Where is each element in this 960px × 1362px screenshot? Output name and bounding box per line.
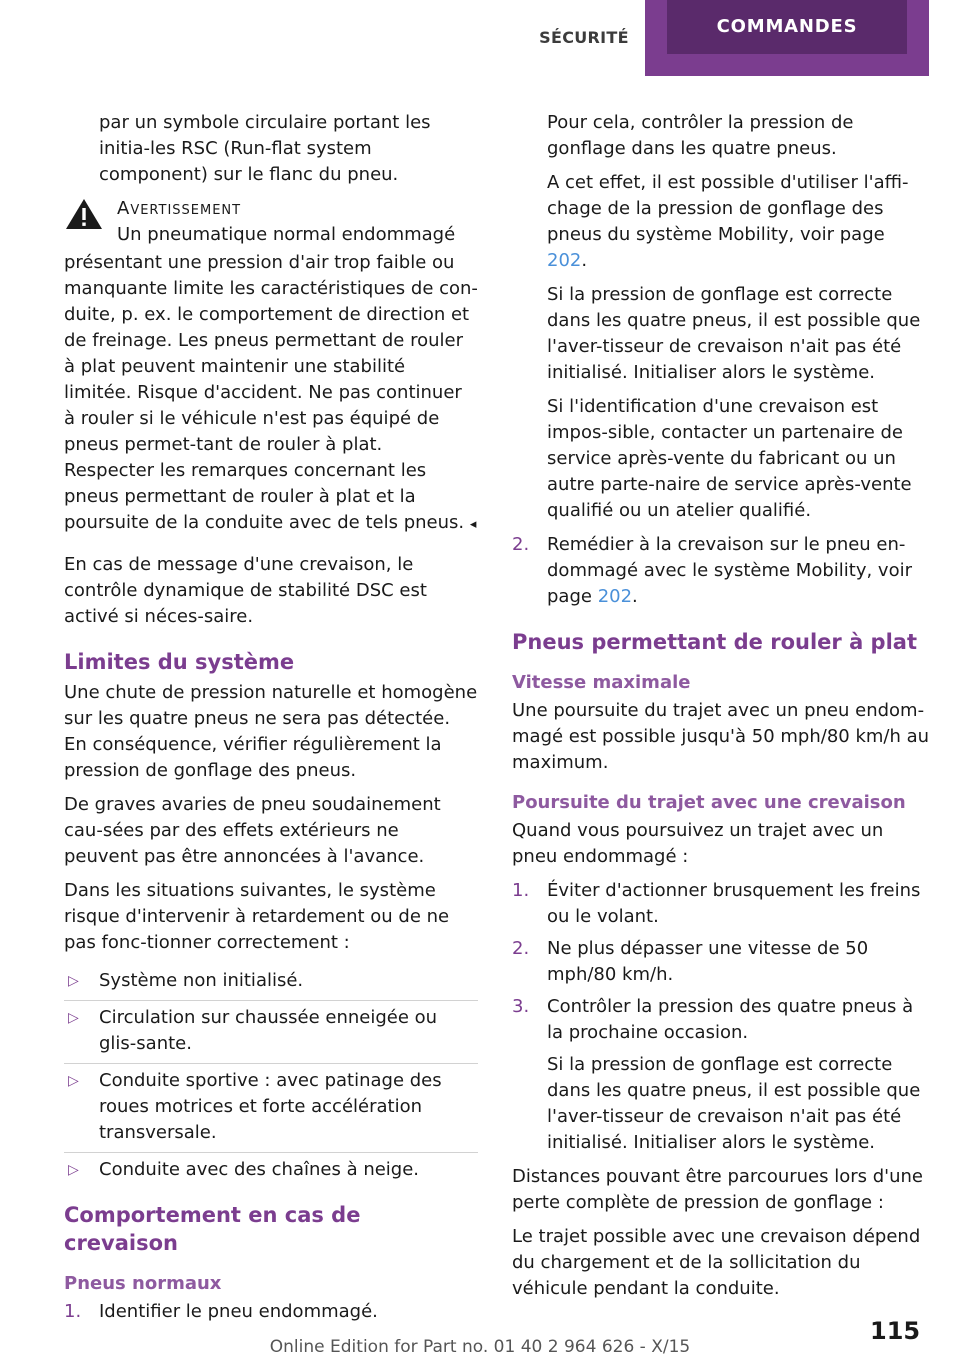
warning-box — [64, 196, 478, 538]
list-item-text: Conduite sportive : avec patinage des roues motrices et forte accélération transversale. — [99, 1070, 442, 1143]
right-paragraph-4: Si l'identification d'une crevaison est impos-sible, contacter un partenaire de service après-vente du fabricant ou un autre parte-naire de service après-vente qualifié ou un atelier qualifié. — [547, 396, 912, 521]
step-text-suffix: . — [632, 586, 638, 607]
triangle-bullet-icon: ▷ — [68, 973, 79, 989]
page-number: 115 — [870, 1317, 921, 1345]
warning-body — [64, 250, 478, 538]
step-text: Identifier le pneu endommagé. — [99, 1301, 378, 1322]
step-text: Contrôler la pression des quatre pneus à la prochaine occasion. — [547, 996, 914, 1043]
dsc-text: En cas de message d'une crevaison, le contrôle dynamique de stabilité DSC est activé si néces-saire. — [64, 554, 427, 627]
continue-intro: Quand vous poursuivez un trajet avec un pneu endommagé : — [512, 820, 884, 867]
max-speed-text: Une poursuite du trajet avec un pneu endom-magé est possible jusqu'à 50 mph/80 km/h au maximum. — [512, 700, 930, 773]
step-item — [512, 936, 930, 988]
step-item — [512, 994, 930, 1046]
final-text: Le trajet possible avec une crevaison dépend du chargement et de la sollicitation du véhicule pendant la conduite. — [512, 1226, 921, 1299]
step-number: 1. — [64, 1301, 82, 1322]
page-link-202[interactable]: 202 — [597, 586, 633, 607]
step-item — [512, 878, 930, 930]
warning-first-line: Un pneumatique normal endommagé — [117, 224, 456, 245]
triangle-bullet-icon: ▷ — [68, 1162, 79, 1178]
right-paragraph-2-text: A cet effet, il est possible d'utiliser l'affi-chage de la pression de gonflage des pneus du système Mobility, voir page — [547, 172, 909, 245]
warning-title: Avertissement — [117, 198, 242, 219]
right-paragraph-2-suffix: . — [581, 250, 588, 271]
right-column — [512, 110, 930, 1310]
runflat-heading: Pneus permettant de rouler à plat — [512, 630, 917, 654]
continue-heading: Poursuite du trajet avec une crevaison — [512, 792, 906, 813]
step-text: Éviter d'actionner brusquement les freins ou le volant. — [547, 880, 921, 927]
normal-tires-steps — [64, 1299, 478, 1325]
distances-text: Distances pouvant être parcourues lors d'une perte complète de pression de gonflage : — [512, 1166, 923, 1213]
limits-paragraph-3: Dans les situations suivantes, le système risque d'intervenir à retardement ou de ne pas fonc-tionner correctement : — [64, 880, 450, 953]
intro-text: par un symbole circulaire portant les initia-les RSC (Run-flat system component) sur le flanc du pneu. — [99, 112, 431, 185]
runflat-steps — [512, 878, 930, 1046]
tab-securite-label: SÉCURITÉ — [539, 28, 629, 47]
step-item — [512, 532, 930, 610]
step-number: 1. — [512, 880, 530, 901]
tab-securite[interactable] — [526, 0, 642, 76]
triangle-bullet-icon: ▷ — [68, 1010, 79, 1026]
list-item — [64, 1063, 478, 1146]
triangle-bullet-icon: ▷ — [68, 1073, 79, 1089]
list-item-text: Circulation sur chaussée enneigée ou glis-sante. — [99, 1007, 438, 1054]
list-item — [64, 964, 478, 994]
step-item — [64, 1299, 478, 1325]
end-mark-icon: ◂ — [469, 517, 477, 532]
tab-commandes-inner — [667, 0, 907, 54]
normal-tires-heading: Pneus normaux — [64, 1273, 222, 1294]
limits-bullet-list — [64, 964, 478, 1183]
left-column — [64, 110, 478, 1331]
step-text: Ne plus dépasser une vitesse de 50 mph/80 km/h. — [547, 938, 869, 985]
max-speed-heading: Vitesse maximale — [512, 672, 691, 693]
warning-body-text: présentant une pression d'air trop faible ou manquante limite les caractéristiques de con-duite, p. ex. le comportement de direction et de freinage. Les pneus permettant de rouler à plat peuvent maintenir une stabilité limitée. Risque d'accident. Ne pas continuer à rouler si le véhicule n'est pas équipé de pneus permet-tant de rouler à plat. Respecter les remarques concernant les pneus permettant de rouler à plat et la poursuite de la conduite avec de tels pneus. — [64, 252, 478, 533]
limits-paragraph-2: De graves avaries de pneu soudainement cau-sées par des effets extérieurs ne peuvent pas être annoncées à l'avance. — [64, 794, 441, 867]
tab-commandes-label: COMMANDES — [716, 16, 858, 37]
step-text: Remédier à la crevaison sur le pneu en-dommagé avec le système Mobility, voir page — [547, 534, 912, 607]
right-paragraph-2 — [512, 170, 930, 274]
step-number: 3. — [512, 996, 530, 1017]
right-paragraph-1: Pour cela, contrôler la pression de gonflage dans les quatre pneus. — [547, 112, 854, 159]
step3-note: Si la pression de gonflage est correcte dans les quatre pneus, il est possible que l'aver-tisseur de crevaison n'ait pas été initialisé. Initialiser alors le système. — [547, 1054, 921, 1153]
puncture-heading: Comportement en cas de crevaison — [64, 1203, 361, 1255]
limits-heading: Limites du système — [64, 650, 295, 674]
warning-triangle-icon — [64, 197, 104, 231]
list-item-text: Conduite avec des chaînes à neige. — [99, 1159, 420, 1180]
step-number: 2. — [512, 938, 530, 959]
continued-steps — [512, 532, 930, 610]
tab-commandes[interactable] — [645, 0, 929, 76]
list-item — [64, 1000, 478, 1057]
right-paragraph-3: Si la pression de gonflage est correcte dans les quatre pneus, il est possible que l'aver-tisseur de crevaison n'ait pas été initialisé. Initialiser alors le système. — [547, 284, 921, 383]
list-item-text: Système non initialisé. — [99, 970, 304, 991]
step-number: 2. — [512, 534, 530, 555]
edition-footer: Online Edition for Part no. 01 40 2 964 626 - X/15 — [269, 1337, 691, 1357]
limits-paragraph-1: Une chute de pression naturelle et homogène sur les quatre pneus ne sera pas détectée. En conséquence, vérifier régulièrement la pression de gonflage des pneus. — [64, 682, 478, 781]
page-link-202[interactable]: 202 — [547, 250, 582, 271]
list-item — [64, 1152, 478, 1183]
